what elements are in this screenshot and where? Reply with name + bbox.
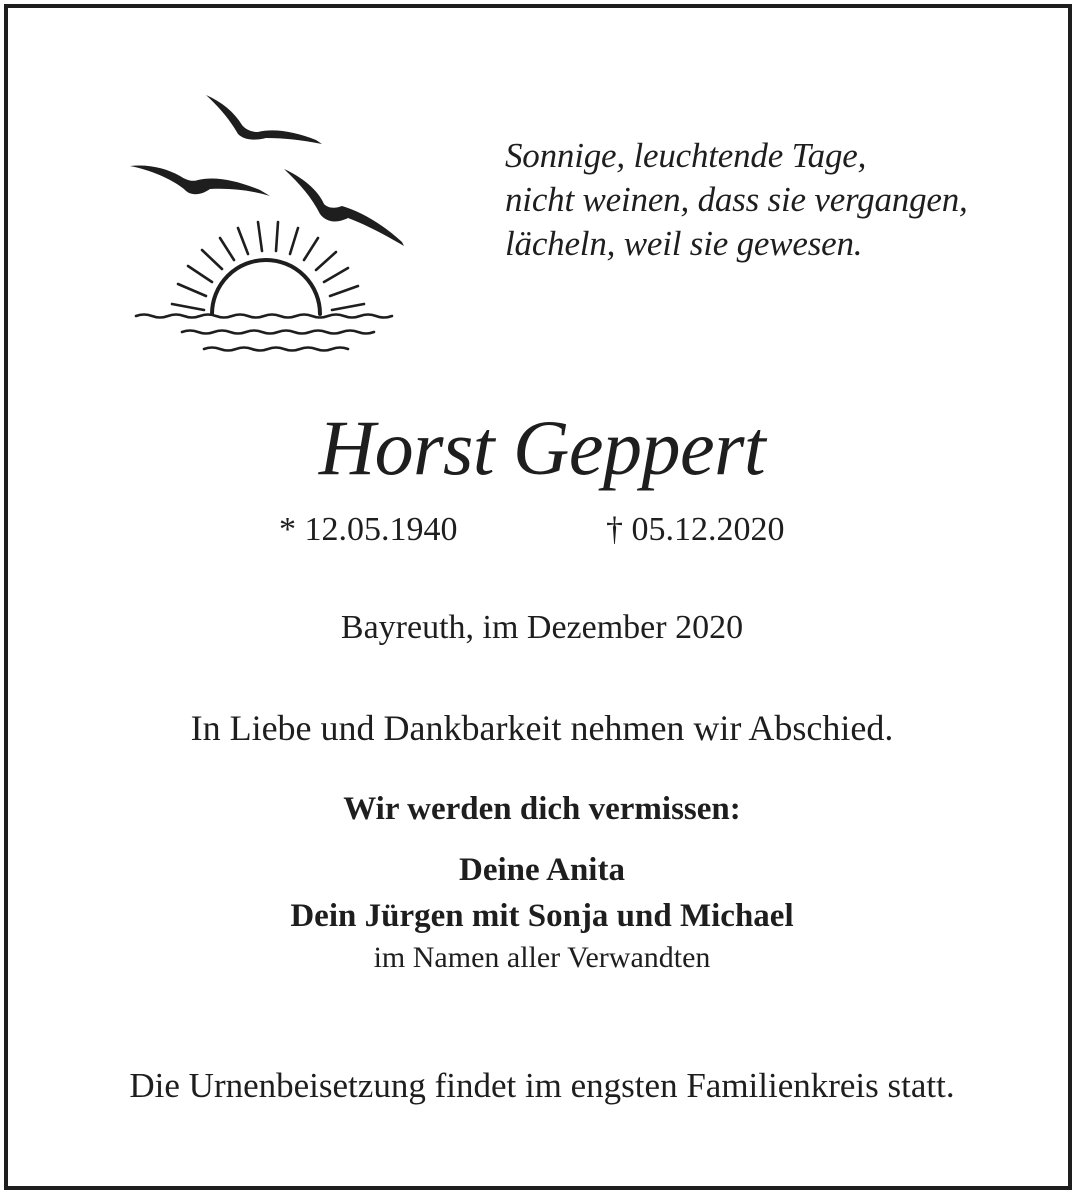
mourner-line-1: Deine Anita xyxy=(459,852,625,888)
birth-date: * 12.05.1940 xyxy=(279,511,458,548)
quote-line-3: lächeln, weil sie gewesen. xyxy=(505,224,863,263)
mourner-line-2: Dein Jürgen mit Sonja und Michael xyxy=(290,898,794,934)
quote xyxy=(505,134,1025,266)
seagulls-over-sunset-icon xyxy=(126,92,410,354)
mourners-heading: Wir werden dich vermissen: xyxy=(343,791,741,827)
death-date: † 05.12.2020 xyxy=(606,511,785,548)
place-date: Bayreuth, im Dezember 2020 xyxy=(340,609,744,646)
mourner-line-3: im Namen aller Verwandten xyxy=(373,941,711,974)
farewell-text: In Liebe und Dankbarkeit nehmen wir Abschied. xyxy=(190,708,894,748)
quote-line-2: nicht weinen, dass sie vergangen, xyxy=(505,180,968,219)
obituary-frame xyxy=(4,4,1072,1190)
burial-note: Die Urnenbeisetzung findet im engsten Familienkreis statt. xyxy=(129,1066,955,1105)
deceased-name: Horst Geppert xyxy=(318,404,766,491)
quote-line-1: Sonnige, leuchtende Tage, xyxy=(505,136,867,175)
